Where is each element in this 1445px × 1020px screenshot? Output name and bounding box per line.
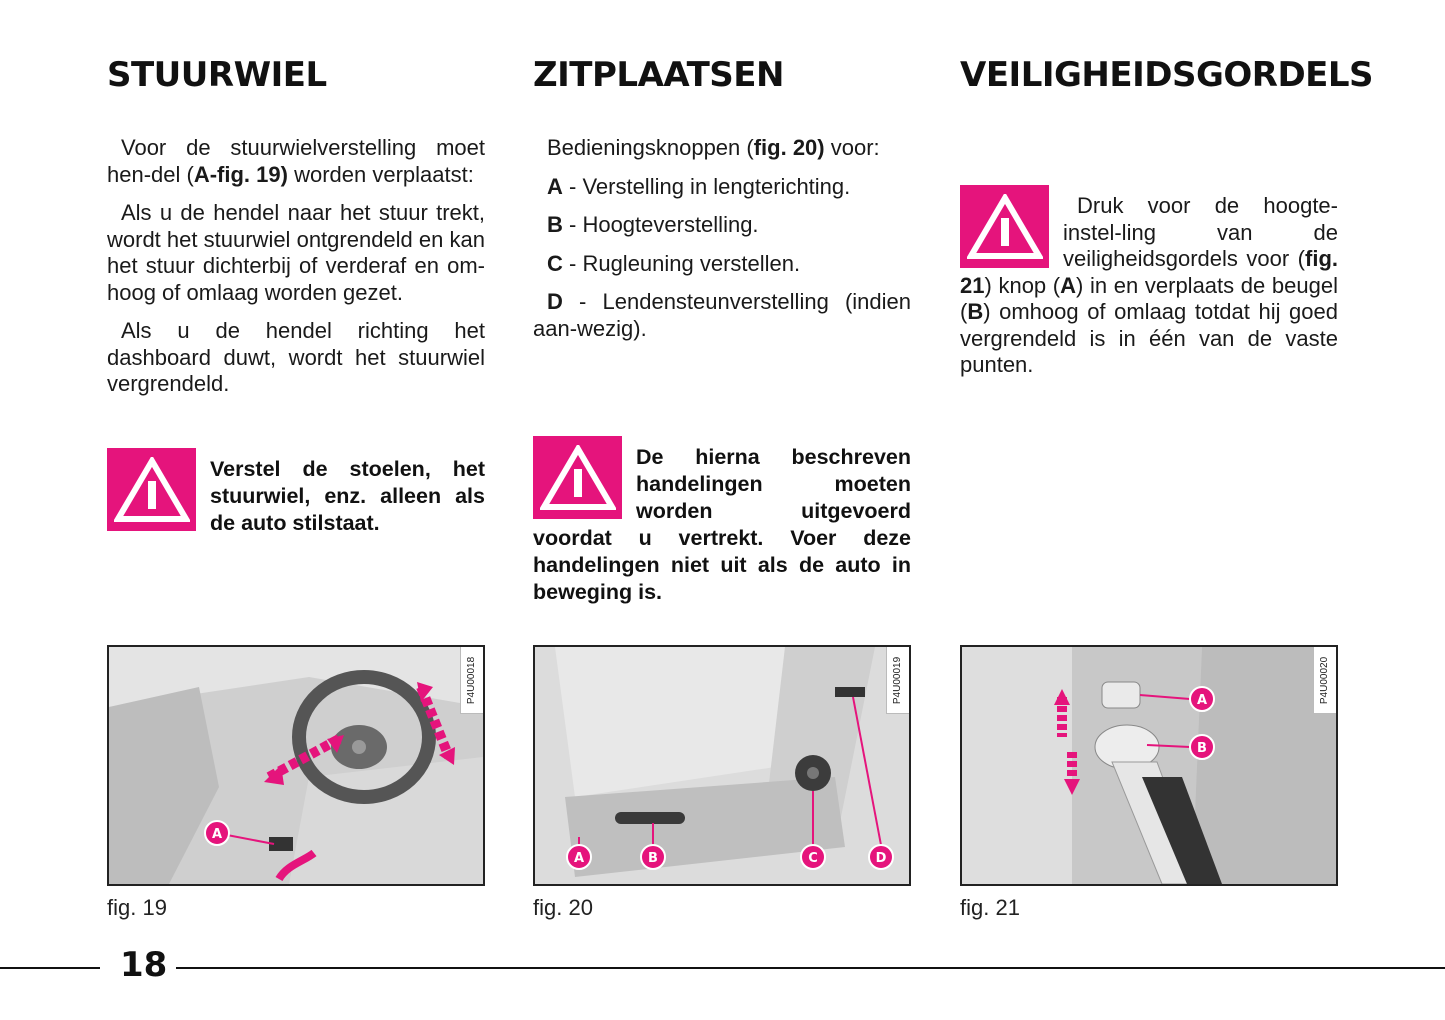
zitplaatsen-item-b: B - Hoogteverstelling. (547, 212, 759, 237)
zitplaatsen-warning (533, 436, 911, 606)
figure-21-seatbelt (960, 645, 1338, 886)
fig20-label-b: B (648, 851, 658, 866)
stuurwiel-warning (107, 448, 485, 537)
zitplaatsen-body (533, 135, 911, 354)
heading-stuurwiel: STUURWIEL (107, 55, 327, 95)
warning-triangle-icon (960, 185, 1049, 268)
figure-20-code: P4U00019 (886, 647, 909, 714)
zitplaatsen-warning-text: De hierna beschreven handelingen moeten worden uitgevoerd voordat u vertrekt. Voer deze handelingen niet uit als de auto in beweging is. (533, 445, 911, 604)
figure-19-caption: fig. 19 (107, 895, 167, 920)
page-number: 18 (120, 945, 168, 985)
zitplaatsen-item-c: C - Rugleuning verstellen. (547, 250, 801, 276)
fig21-label-a: A (1196, 693, 1208, 708)
fig20-label-a: A (573, 851, 585, 866)
fig20-label-c: C (808, 851, 818, 866)
stuurwiel-paragraph-2: Als u de hendel naar het stuur trekt, wordt het stuurwiel ontgrendeld en kan het stuur dichterbij of verderaf en om-hoog of omlaag worden gezet. (107, 200, 485, 305)
warning-triangle-icon (533, 436, 622, 519)
fig20-label-d: D (875, 851, 887, 866)
stuurwiel-warning-text: Verstel de stoelen, het stuurwiel, enz. alleen als de auto stilstaat. (210, 457, 485, 535)
figure-21-code: P4U00020 (1313, 647, 1336, 714)
stuurwiel-paragraph-3: Als u de hendel richting het dashboard duwt, wordt het stuurwiel vergrendeld. (107, 318, 485, 396)
figure-20-seat (533, 645, 911, 886)
stuurwiel-paragraph-1: Voor de stuurwielverstelling moet hen-del (A-fig. 19) worden verplaatst: (107, 135, 485, 187)
figure-19-code: P4U00018 (460, 647, 483, 714)
footer-rule-right (176, 967, 1445, 969)
figure-21-caption: fig. 21 (960, 895, 1020, 920)
zitplaatsen-item-d: D - Lendensteunverstelling (indien aan-wezig). (533, 289, 911, 341)
veiligheidsgordels-warning-text: Druk voor de hoogte-instel-ling van de veiligheidsgordels voor (fig. 21) knop (A) in en verplaats de beugel (B) omhoog of omlaag totdat hij goed vergrendeld is in één van de vaste punten. (960, 193, 1338, 377)
zitplaatsen-intro: Bedieningsknoppen (fig. 20) voor: (547, 135, 880, 160)
veiligheidsgordels-warning (960, 185, 1338, 379)
footer-rule-left (0, 967, 100, 969)
fig19-label-a: A (211, 827, 223, 842)
stuurwiel-body (107, 135, 485, 410)
figure-19-steering-wheel (107, 645, 485, 886)
warning-triangle-icon (107, 448, 196, 531)
figure-20-caption: fig. 20 (533, 895, 593, 920)
heading-zitplaatsen: ZITPLAATSEN (533, 55, 784, 95)
fig21-label-b: B (1197, 741, 1207, 756)
heading-veiligheidsgordels: VEILIGHEIDSGORDELS (960, 55, 1374, 95)
zitplaatsen-item-a: A - Verstelling in lengterichting. (547, 173, 851, 199)
